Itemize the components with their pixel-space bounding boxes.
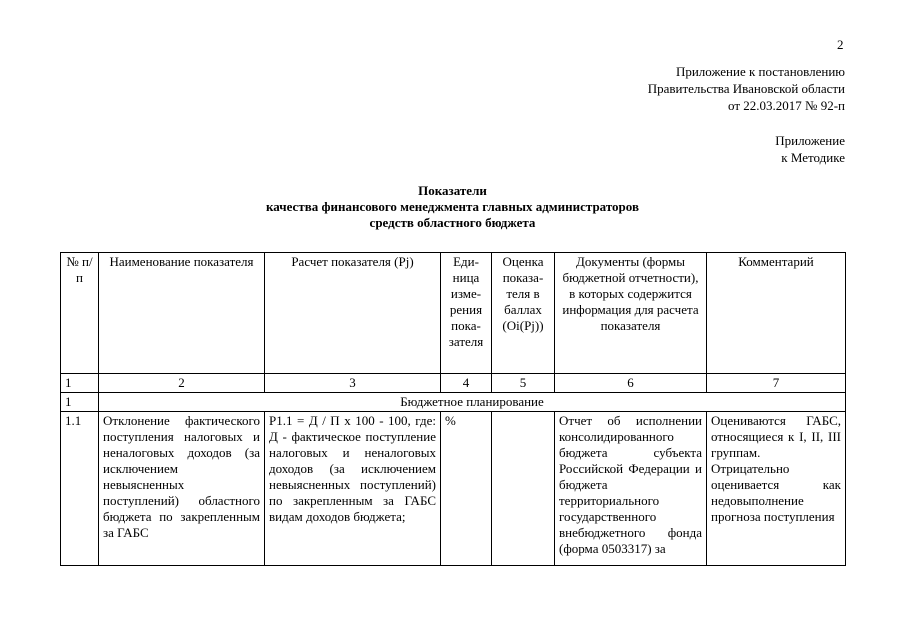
column-number-row bbox=[61, 374, 846, 393]
appendix-line: к Методике bbox=[781, 150, 845, 165]
attachment-line: Приложение к постановлению bbox=[675, 64, 845, 79]
row-indicator-name: Отклонение фактического поступления налоговых и неналоговых доходов (за исключением невыясненных поступлений) областного бюджета по закрепленным за ГАБС bbox=[99, 412, 265, 566]
header-cell-comment: Комментарий bbox=[707, 253, 846, 374]
header-row bbox=[61, 253, 846, 374]
header-cell-calculation: Расчет показателя (Pj) bbox=[265, 253, 441, 374]
row-comment: Оцениваются ГАБС, относящиеся к I, II, III группам. Отрицательно оценивается как недовыполнение прогноза поступления bbox=[707, 412, 846, 566]
row-documents: Отчет об исполнении консолидированного бюджета субъекта Российской Федерации и бюджета территориального государственного внебюджетного фонда (форма 0503317) за bbox=[555, 412, 707, 566]
indicators-table bbox=[60, 252, 846, 566]
column-number: 3 bbox=[265, 374, 441, 393]
attachment-line: от 22.03.2017 № 92-п bbox=[728, 98, 845, 113]
row-unit: % bbox=[441, 412, 492, 566]
table-row bbox=[61, 412, 846, 566]
header-cell-score: Оценка показа-теля в баллах (Oi(Pj)) bbox=[492, 253, 555, 374]
title-line: Показатели bbox=[418, 183, 487, 198]
title-line: средств областного бюджета bbox=[369, 215, 536, 230]
header-cell-number: № п/п bbox=[61, 253, 99, 374]
column-number: 7 bbox=[707, 374, 846, 393]
appendix-block bbox=[775, 132, 845, 166]
appendix-line: Приложение bbox=[775, 133, 845, 148]
row-calculation: P1.1 = Д / П x 100 - 100, где: Д - фактическое поступление налоговых и неналоговых доходов (за исключением невыясненных поступлений) по закрепленным за ГАБС видам доходов бюджета; bbox=[265, 412, 441, 566]
column-number: 6 bbox=[555, 374, 707, 393]
column-number: 1 bbox=[61, 374, 99, 393]
header-cell-unit: Еди-ница изме-рения пока-зателя bbox=[441, 253, 492, 374]
document-title bbox=[60, 183, 845, 231]
header-cell-name: Наименование показателя bbox=[99, 253, 265, 374]
section-row bbox=[61, 393, 846, 412]
row-score bbox=[492, 412, 555, 566]
column-number: 4 bbox=[441, 374, 492, 393]
section-number: 1 bbox=[61, 393, 99, 412]
attachment-block bbox=[648, 63, 845, 114]
column-number: 5 bbox=[492, 374, 555, 393]
header-cell-documents: Документы (формы бюджетной отчетности), в которых содержится информация для расчета показателя bbox=[555, 253, 707, 374]
row-number: 1.1 bbox=[61, 412, 99, 566]
page-number: 2 bbox=[837, 37, 844, 52]
column-number: 2 bbox=[99, 374, 265, 393]
title-line: качества финансового менеджмента главных администраторов bbox=[266, 199, 639, 214]
attachment-line: Правительства Ивановской области bbox=[647, 81, 845, 96]
section-title: Бюджетное планирование bbox=[99, 393, 846, 412]
